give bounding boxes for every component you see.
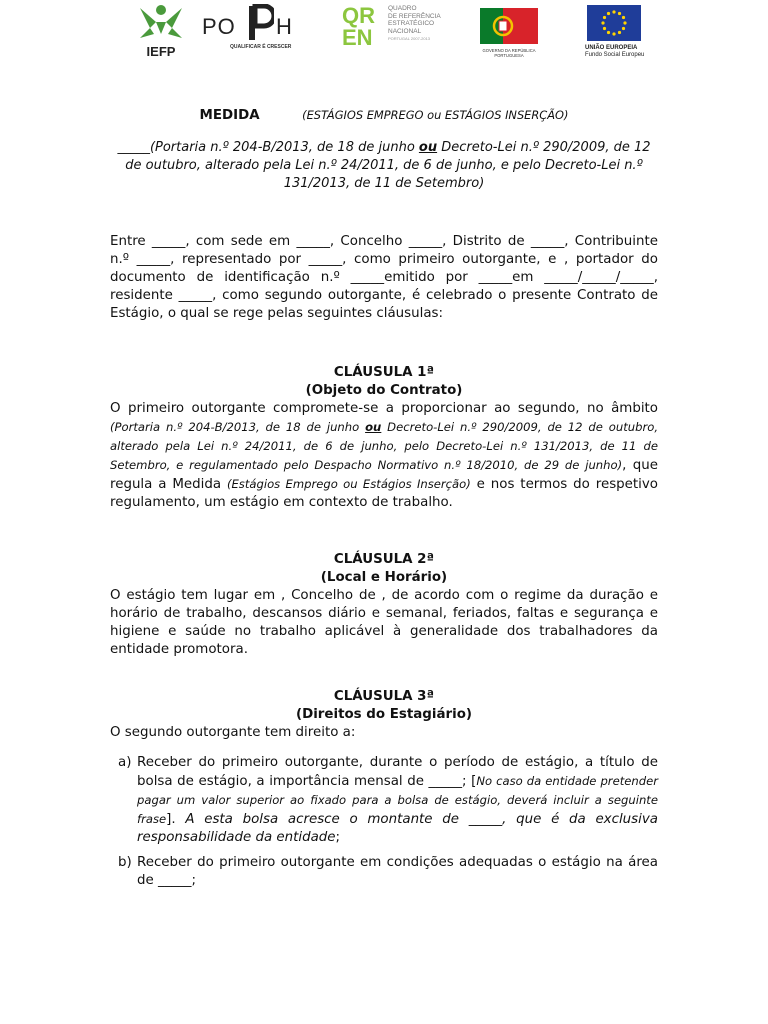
ue-caption bbox=[585, 45, 657, 59]
clause1-ital-b: Decreto-Lei n.º 290/2009, de 12 de outubro, alterado pela Lei n.º 24/2011, de 6 de junho, pelo Decreto-Lei n.º 131/2013, de 11 de Setembro, e regulamentado pelo Despacho Normativo n.º 18/2010, de 29 de junho) bbox=[110, 420, 659, 472]
poph-text-left: PO bbox=[202, 14, 236, 39]
clause1-ou: ou bbox=[365, 420, 382, 434]
title-paren: (ESTÁGIOS EMPREGO ou ESTÁGIOS INSERÇÃO) bbox=[302, 108, 569, 122]
clause3-item-a-ital: A esta bolsa acresce o montante de _____, que é da exclusiva responsabilidade da entidade bbox=[137, 812, 658, 845]
qren-caption-line1: QUADRO bbox=[388, 5, 417, 12]
iefp-logo bbox=[136, 4, 186, 58]
clause1-ital-c: (Estágios Emprego ou Estágios Inserção) bbox=[226, 477, 471, 491]
clause2-subheading: (Local e Horário) bbox=[320, 570, 448, 585]
clause3-subheading: (Direitos do Estagiário) bbox=[295, 707, 473, 722]
governo-caption bbox=[480, 48, 538, 58]
portugal-flag-icon bbox=[480, 8, 538, 44]
clause1-subheading: (Objeto do Contrato) bbox=[305, 383, 463, 398]
clause1-text-c: e nos termos do respetivo regulamento, um estágio em contexto de trabalho. bbox=[110, 477, 658, 510]
clause1-text-a: O primeiro outorgante compromete-se a proporcionar ao segundo, no âmbito bbox=[110, 401, 658, 416]
clause3-item-b-marker: b) bbox=[118, 855, 132, 870]
portaria-blank: _____ bbox=[117, 140, 150, 155]
clause1-text bbox=[110, 400, 658, 512]
clause3-item-a-small: No caso da entidade pretender pagar um valor superior ao fixado para a bolsa de estágio, deverá incluir a seguinte frase bbox=[137, 774, 658, 826]
intro-paragraph: Entre _____, com sede em _____, Concelho _____, Distrito de _____, Contribuinte n.º _____, representado por _____, como primeiro outorgante, e , portador do documento de identificação n.º _____emitido por _____em _____/_____/_____, residente _____, como segundo outorgante, é celebrado o presente Contrato de Estágio, o qual se rege pelas seguintes cláusulas: bbox=[110, 234, 658, 321]
clause2-heading: CLÁUSULA 2ª bbox=[333, 552, 435, 567]
clause3-item-b bbox=[118, 854, 658, 890]
clause3-item-a-tail: ]. bbox=[166, 812, 186, 827]
iefp-logo-text: IEFP bbox=[146, 44, 176, 59]
qren-caption-line2: DE REFERÊNCIA bbox=[388, 12, 441, 20]
clause3-item-a bbox=[118, 754, 658, 847]
svg-text:QR: QR bbox=[342, 3, 375, 28]
portaria-ou: ou bbox=[418, 140, 438, 155]
qren-logo bbox=[342, 3, 452, 51]
clause3-item-a-end: ; bbox=[335, 830, 341, 845]
title-medida: MEDIDA bbox=[199, 108, 260, 123]
portaria-reference bbox=[110, 139, 658, 193]
poph-logo bbox=[202, 4, 302, 54]
iefp-emblem-icon bbox=[136, 4, 186, 42]
poph-text-right: H bbox=[276, 14, 292, 39]
clause3-intro: O segundo outorgante tem direito a: bbox=[110, 725, 356, 740]
portaria-part1: (Portaria n.º 204-B/2013, de 18 de junho bbox=[149, 140, 419, 155]
governo-caption-line1: GOVERNO DA REPÚBLICA bbox=[482, 48, 536, 53]
clause1-text-b: , que regula a Medida bbox=[110, 458, 658, 492]
ue-caption-line1: UNIÃO EUROPEIA bbox=[585, 45, 638, 51]
clause3-item-a-marker: a) bbox=[118, 755, 132, 770]
portaria-part2: Decreto-Lei n.º 290/2009, de 12 de outubro, alterado pela Lei n.º 24/2011, de 6 de junho, e pelo Decreto-Lei n.º 131/2013, de 11 de Setembro) bbox=[125, 140, 651, 191]
eu-flag-icon bbox=[587, 5, 641, 41]
poph-p-icon bbox=[246, 4, 274, 42]
svg-text:EN: EN bbox=[342, 25, 373, 47]
governo-caption-line2: PORTUGUESA bbox=[494, 53, 524, 58]
clause1-ital-a: (Portaria n.º 204-B/2013, de 18 de junho bbox=[110, 420, 366, 434]
qren-caption-line3: ESTRATÉGICO bbox=[388, 20, 435, 27]
qren-caption-line4: NACIONAL bbox=[388, 27, 422, 35]
qren-caption-line5: PORTUGAL 2007-2013 bbox=[388, 36, 431, 41]
ue-logo bbox=[585, 5, 657, 57]
governo-logo bbox=[480, 8, 540, 56]
ue-caption-line2: Fundo Social Europeu bbox=[585, 52, 645, 58]
clause3-item-b-text: Receber do primeiro outorgante em condições adequadas o estágio na área de _____; bbox=[137, 855, 658, 888]
clause3-item-a-text: Receber do primeiro outorgante, durante o período de estágio, a título de bolsa de estágio, a importância mensal de _____; [ bbox=[137, 755, 658, 789]
clause2-text: O estágio tem lugar em , Concelho de , de acordo com o regime da duração e horário de trabalho, descansos diário e semanal, feriados, faltas e segurança e higiene e saúde no trabalho aplicável à generalidade dos trabalhadores da entidade promotora. bbox=[110, 588, 658, 657]
qren-caption bbox=[388, 5, 441, 43]
document-title bbox=[110, 108, 658, 123]
clause1-heading: CLÁUSULA 1ª bbox=[333, 365, 435, 380]
clause3-heading: CLÁUSULA 3ª bbox=[333, 689, 435, 704]
poph-tagline: QUALIFICAR É CRESCER bbox=[230, 44, 292, 50]
qren-letters-icon bbox=[342, 3, 382, 47]
